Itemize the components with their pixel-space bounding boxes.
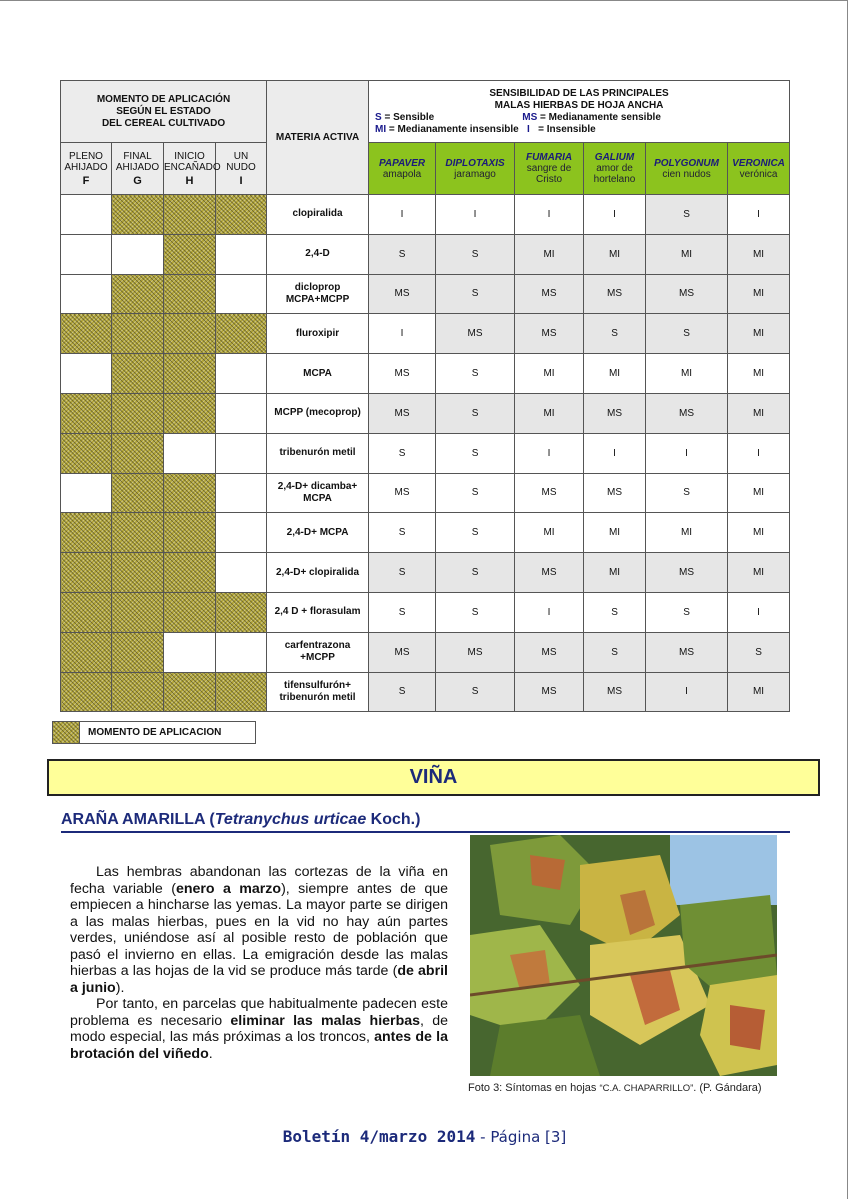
vine-leaves-photo: [470, 835, 777, 1076]
moment-cell: [164, 314, 216, 354]
sensitivity-cell: MI: [584, 553, 646, 593]
moment-cell: [61, 553, 112, 593]
pattern-legend: [52, 721, 256, 744]
moment-cell: [61, 513, 112, 553]
sensitivity-cell: MI: [584, 513, 646, 553]
moment-cell: [112, 592, 164, 632]
moment-cell: [112, 354, 164, 394]
subheading: ARAÑA AMARILLA (Tetranychus urticae Koch.): [61, 811, 790, 833]
sensitivity-cell: S: [646, 473, 728, 513]
sensitivity-cell: MI: [515, 354, 584, 394]
moment-cell: [216, 632, 267, 672]
sensitivity-cell: MI: [515, 234, 584, 274]
sensitivity-cell: MI: [584, 234, 646, 274]
table-row: [61, 473, 790, 513]
moment-cell: [164, 234, 216, 274]
sensitivity-cell: MI: [515, 513, 584, 553]
sensitivity-cell: S: [436, 672, 515, 712]
moment-cell: [216, 393, 267, 433]
pattern-legend-label: MOMENTO DE APLICACION: [88, 727, 222, 738]
photo-caption: Foto 3: Síntomas en hojas “C.A. CHAPARRILLO”. (P. Gándara): [468, 1082, 762, 1094]
moment-cell: [112, 274, 164, 314]
materia-activa-cell: MCPP (mecoprop): [267, 393, 369, 433]
sensitivity-cell: MS: [369, 354, 436, 394]
table-row: [61, 433, 790, 473]
moment-header: MOMENTO DE APLICACIÓN SEGÚN EL ESTADO DEL CEREAL CULTIVADO: [61, 81, 267, 143]
sensitivity-header: SENSIBILIDAD DE LAS PRINCIPALES MALAS HIERBAS DE HOJA ANCHA S = Sensible MS = Medianamente sensible MI = Medianamente insensible I = Insensible: [369, 81, 790, 143]
sensitivity-cell: MI: [728, 354, 790, 394]
moment-cell: [216, 433, 267, 473]
moment-cell: [61, 632, 112, 672]
sensitivity-cell: S: [369, 553, 436, 593]
sensitivity-cell: S: [436, 473, 515, 513]
moment-cell: [216, 354, 267, 394]
moment-cell: [164, 672, 216, 712]
sensitivity-cell: S: [584, 632, 646, 672]
paragraph-1: Las hembras abandonan las cortezas de la viña en fecha variable (enero a marzo), siempre antes de que empiecen a hincharse las yemas. La mayor parte se dirigen a las malas hierbas, pues en la vid no hay aún partes verdes, uniéndose así al posible resto de población que pasó el invierno en ellas. La emigración desde las malas hierbas a las hojas de la vid se produce más tarde (de abril a junio).: [70, 864, 448, 996]
weed-polygonum: POLYGONUM cien nudos: [646, 143, 728, 195]
moment-cell: [61, 473, 112, 513]
sensitivity-cell: S: [436, 592, 515, 632]
weed-galium: GALIUM amor de hortelano: [584, 143, 646, 195]
weed-papaver: PAPAVER amapola: [369, 143, 436, 195]
moment-cell: [112, 433, 164, 473]
sensitivity-cell: I: [728, 592, 790, 632]
moment-cell: [216, 195, 267, 235]
materia-activa-cell: 2,4-D+ clopiralida: [267, 553, 369, 593]
sensitivity-cell: MI: [728, 513, 790, 553]
materia-header: MATERIA ACTIVA: [267, 81, 369, 195]
moment-cell: [61, 195, 112, 235]
moment-cell: [112, 513, 164, 553]
sensitivity-cell: MS: [646, 553, 728, 593]
sensitivity-cell: MI: [584, 354, 646, 394]
stage-g: FINAL AHIJADO G: [112, 143, 164, 195]
sensitivity-cell: S: [436, 234, 515, 274]
sensitivity-cell: MI: [728, 553, 790, 593]
sensitivity-cell: MS: [646, 632, 728, 672]
sensitivity-cell: MS: [515, 314, 584, 354]
sensitivity-cell: MS: [515, 672, 584, 712]
sensitivity-cell: S: [369, 234, 436, 274]
sensitivity-cell: S: [646, 314, 728, 354]
moment-cell: [164, 354, 216, 394]
paragraph-2: Por tanto, en parcelas que habitualmente padecen este problema es necesario eliminar las malas hierbas, de modo especial, las más próximas a los troncos, antes de la brotación del viñedo.: [70, 996, 448, 1062]
sensitivity-cell: MI: [728, 234, 790, 274]
weed-diplotaxis: DIPLOTAXIS jaramago: [436, 143, 515, 195]
table-body: [61, 195, 790, 712]
moment-cell: [61, 314, 112, 354]
sensitivity-cell: S: [436, 274, 515, 314]
sensitivity-cell: S: [436, 513, 515, 553]
sensitivity-cell: MS: [436, 314, 515, 354]
moment-cell: [112, 553, 164, 593]
sensitivity-cell: I: [646, 433, 728, 473]
moment-cell: [216, 473, 267, 513]
table-row: [61, 354, 790, 394]
moment-cell: [61, 672, 112, 712]
materia-activa-cell: 2,4-D+ MCPA: [267, 513, 369, 553]
sensitivity-cell: S: [728, 632, 790, 672]
table-row: [61, 592, 790, 632]
table-row: [61, 672, 790, 712]
sensitivity-cell: MS: [584, 473, 646, 513]
sensitivity-cell: S: [436, 354, 515, 394]
stage-h: INICIO ENCAÑADO H: [164, 143, 216, 195]
sensitivity-cell: MI: [728, 473, 790, 513]
sensitivity-cell: S: [646, 592, 728, 632]
sensitivity-cell: I: [515, 592, 584, 632]
moment-cell: [112, 393, 164, 433]
materia-activa-cell: dicloprop MCPA+MCPP: [267, 274, 369, 314]
sensitivity-cell: I: [728, 433, 790, 473]
sensitivity-cell: I: [728, 195, 790, 235]
sensitivity-cell: S: [436, 393, 515, 433]
sensitivity-cell: MS: [436, 632, 515, 672]
moment-cell: [216, 672, 267, 712]
moment-cell: [216, 513, 267, 553]
sensitivity-cell: S: [436, 553, 515, 593]
materia-activa-cell: fluroxipir: [267, 314, 369, 354]
moment-cell: [164, 195, 216, 235]
moment-cell: [112, 234, 164, 274]
materia-activa-cell: MCPA: [267, 354, 369, 394]
sensitivity-cell: MS: [584, 672, 646, 712]
sensitivity-cell: S: [369, 433, 436, 473]
moment-cell: [61, 393, 112, 433]
sensitivity-cell: I: [584, 433, 646, 473]
sensitivity-cell: I: [369, 314, 436, 354]
sensitivity-cell: S: [646, 195, 728, 235]
moment-cell: [216, 592, 267, 632]
table-row: [61, 195, 790, 235]
moment-cell: [61, 433, 112, 473]
sensitivity-cell: I: [436, 195, 515, 235]
moment-cell: [61, 274, 112, 314]
sensitivity-cell: MS: [515, 632, 584, 672]
sensitivity-cell: MS: [369, 274, 436, 314]
sensitivity-cell: MS: [369, 632, 436, 672]
moment-cell: [164, 274, 216, 314]
moment-cell: [112, 672, 164, 712]
materia-activa-cell: 2,4 D + florasulam: [267, 592, 369, 632]
table-row: [61, 393, 790, 433]
sensitivity-cell: MS: [646, 274, 728, 314]
sensitivity-cell: MI: [728, 672, 790, 712]
body-text: [70, 864, 448, 1062]
stage-f: PLENO AHIJADO F: [61, 143, 112, 195]
table-row: [61, 274, 790, 314]
section-title: VIÑA: [409, 766, 458, 788]
moment-cell: [216, 274, 267, 314]
pattern-swatch: [53, 722, 80, 743]
sensitivity-cell: S: [584, 592, 646, 632]
sensitivity-cell: MS: [369, 393, 436, 433]
moment-cell: [61, 234, 112, 274]
sensitivity-cell: MS: [584, 274, 646, 314]
sensitivity-cell: I: [515, 433, 584, 473]
sensitivity-cell: MS: [515, 473, 584, 513]
moment-cell: [112, 195, 164, 235]
moment-cell: [164, 473, 216, 513]
table-row: [61, 513, 790, 553]
herbicide-table: [60, 80, 790, 712]
sensitivity-cell: MI: [728, 314, 790, 354]
table-row: [61, 553, 790, 593]
moment-cell: [164, 513, 216, 553]
sensitivity-cell: MI: [646, 234, 728, 274]
sensitivity-cell: MI: [646, 354, 728, 394]
moment-cell: [216, 314, 267, 354]
moment-cell: [164, 553, 216, 593]
sensitivity-cell: MS: [646, 393, 728, 433]
moment-cell: [112, 632, 164, 672]
table-row: [61, 234, 790, 274]
moment-cell: [164, 433, 216, 473]
materia-activa-cell: tribenurón metil: [267, 433, 369, 473]
sensitivity-cell: MS: [515, 274, 584, 314]
sensitivity-cell: I: [515, 195, 584, 235]
weed-veronica: VERONICA verónica: [728, 143, 790, 195]
moment-cell: [216, 234, 267, 274]
table-row: [61, 632, 790, 672]
moment-cell: [112, 473, 164, 513]
table-row: [61, 314, 790, 354]
sensitivity-cell: MI: [728, 274, 790, 314]
materia-activa-cell: carfentrazona +MCPP: [267, 632, 369, 672]
materia-activa-cell: 2,4-D: [267, 234, 369, 274]
weed-fumaria: FUMARIA sangre de Cristo: [515, 143, 584, 195]
moment-cell: [112, 314, 164, 354]
sensitivity-cell: S: [369, 672, 436, 712]
sensitivity-cell: S: [369, 513, 436, 553]
sensitivity-cell: MS: [515, 553, 584, 593]
section-banner: [47, 759, 820, 796]
materia-activa-cell: 2,4-D+ dicamba+ MCPA: [267, 473, 369, 513]
sensitivity-cell: I: [369, 195, 436, 235]
sensitivity-cell: MI: [646, 513, 728, 553]
moment-cell: [164, 592, 216, 632]
sensitivity-cell: I: [584, 195, 646, 235]
moment-cell: [61, 592, 112, 632]
moment-cell: [164, 632, 216, 672]
sensitivity-cell: S: [584, 314, 646, 354]
sensitivity-cell: MS: [369, 473, 436, 513]
sensitivity-cell: MI: [728, 393, 790, 433]
sensitivity-cell: MI: [515, 393, 584, 433]
moment-cell: [61, 354, 112, 394]
sensitivity-cell: I: [646, 672, 728, 712]
materia-activa-cell: tifensulfurón+ tribenurón metil: [267, 672, 369, 712]
moment-cell: [164, 393, 216, 433]
sensitivity-cell: S: [436, 433, 515, 473]
materia-activa-cell: clopiralida: [267, 195, 369, 235]
sensitivity-cell: S: [369, 592, 436, 632]
sensitivity-cell: MS: [584, 393, 646, 433]
page-footer: Boletín 4/marzo 2014 - Página [3]: [282, 1127, 567, 1146]
stage-i: UN NUDO I: [216, 143, 267, 195]
moment-cell: [216, 553, 267, 593]
